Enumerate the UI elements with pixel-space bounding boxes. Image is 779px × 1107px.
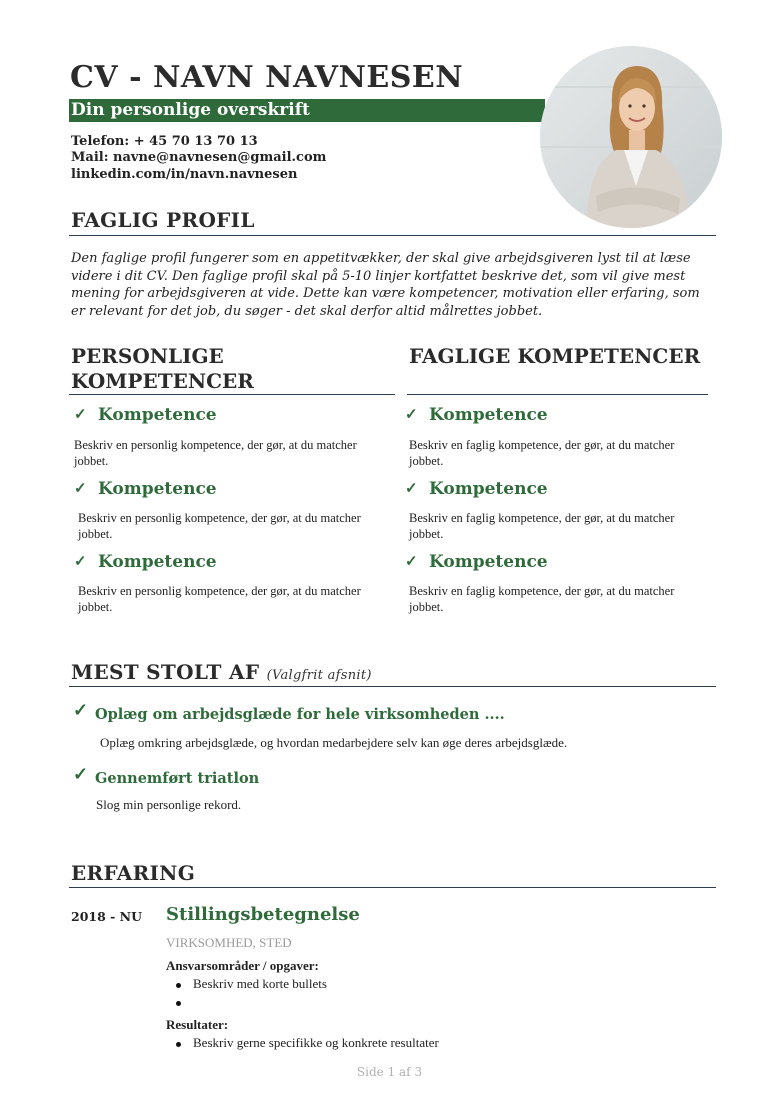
profile-photo-illustration (540, 46, 722, 228)
professional-competence-title: Kompetence (429, 405, 548, 425)
mail-line: Mail: navne@navnesen@gmail.com (71, 150, 327, 165)
experience-company: VIRKSOMHED, STED (166, 935, 292, 950)
experience-section-title: ERFARING (71, 861, 196, 885)
proud-item-title: Gennemført triatlon (95, 770, 260, 787)
professional-competence-desc: Beskriv en faglig kompetence, der gør, at du matcher jobbet. (409, 584, 675, 614)
check-icon: ✓ (74, 405, 87, 423)
bullet-dot (176, 1001, 181, 1006)
proud-section-title (71, 660, 372, 684)
profile-rule (69, 235, 716, 236)
check-icon: ✓ (405, 552, 418, 570)
results-label: Resultater: (166, 1017, 229, 1032)
bullet-dot (176, 983, 181, 988)
personal-competence-desc: Beskriv en personlig kompetence, der gør, at du matcher jobbet. (78, 511, 361, 541)
professional-competence-title: Kompetence (429, 479, 548, 499)
professional-rule (407, 394, 708, 395)
headline-text: Din personlige overskrift (71, 100, 310, 120)
profile-photo (540, 46, 722, 228)
phone-line: Telefon: + 45 70 13 70 13 (71, 134, 258, 149)
professional-competence-desc: Beskriv en faglig kompetence, der gør, at du matcher jobbet. (409, 511, 675, 541)
result-text: Beskriv gerne specifikke og konkrete resultater (193, 1035, 439, 1050)
personal-competence-title: Kompetence (98, 479, 217, 499)
proud-item-desc: Slog min personlige rekord. (96, 797, 242, 812)
personal-competence-desc: Beskriv en personlig kompetence, der gør, at du matcher jobbet. (74, 438, 357, 468)
check-icon: ✓ (73, 700, 89, 721)
personal-competence-title: Kompetence (98, 405, 217, 425)
professional-competence-title: Kompetence (429, 552, 548, 572)
duty-bullet (176, 976, 327, 992)
page-number: Side 1 af 3 (356, 1065, 423, 1079)
duty-text: Beskriv med korte bullets (193, 976, 327, 991)
check-icon: ✓ (405, 479, 418, 497)
personal-competence-desc: Beskriv en personlig kompetence, der gør, at du matcher jobbet. (78, 584, 361, 614)
experience-date: 2018 - NU (71, 909, 143, 924)
personal-competences-title: PERSONLIGE KOMPETENCER (71, 344, 254, 393)
personal-rule (69, 394, 395, 395)
check-icon: ✓ (74, 552, 87, 570)
profile-text: Den faglige profil fungerer som en appetitvækker, der skal give arbejdsgiveren lyst til at læse videre i dit CV. Den faglige profil skal på 5-10 linjer kortfattet beskrive det, som vil give mest mening for arbejdsgiveren at vide. Dette kan være kompetencer, motivation eller erfaring, som er relevant for det job, du søger - det skal derfor altid målrettes jobbet. (71, 251, 700, 319)
experience-job-title: Stillingsbetegnelse (166, 904, 360, 925)
proud-item-desc: Oplæg omkring arbejdsglæde, og hvordan medarbejdere selv kan øge deres arbejdsglæde. (100, 735, 568, 750)
proud-title-text: MEST STOLT AF (71, 660, 260, 684)
professional-competences-title: FAGLIGE KOMPETENCER (409, 344, 701, 368)
result-bullet (176, 1035, 439, 1051)
duties-label: Ansvarsområder / opgaver: (166, 958, 319, 973)
check-icon: ✓ (74, 479, 87, 497)
proud-item-title: Oplæg om arbejdsglæde for hele virksomheden .... (95, 706, 505, 723)
personal-competence-title: Kompetence (98, 552, 217, 572)
proud-rule (69, 686, 716, 687)
duty-bullet (176, 994, 193, 1010)
profile-section-title: FAGLIG PROFIL (71, 208, 255, 232)
check-icon: ✓ (405, 405, 418, 423)
proud-optional-note: (Valgfrit afsnit) (266, 668, 372, 683)
linkedin-line: linkedin.com/in/navn.navnesen (71, 167, 298, 182)
cv-name: CV - NAVN NAVNESEN (70, 60, 464, 95)
experience-rule (69, 887, 716, 888)
check-icon: ✓ (73, 764, 89, 785)
professional-competence-desc: Beskriv en faglig kompetence, der gør, at du matcher jobbet. (409, 438, 675, 468)
bullet-dot (176, 1042, 181, 1047)
